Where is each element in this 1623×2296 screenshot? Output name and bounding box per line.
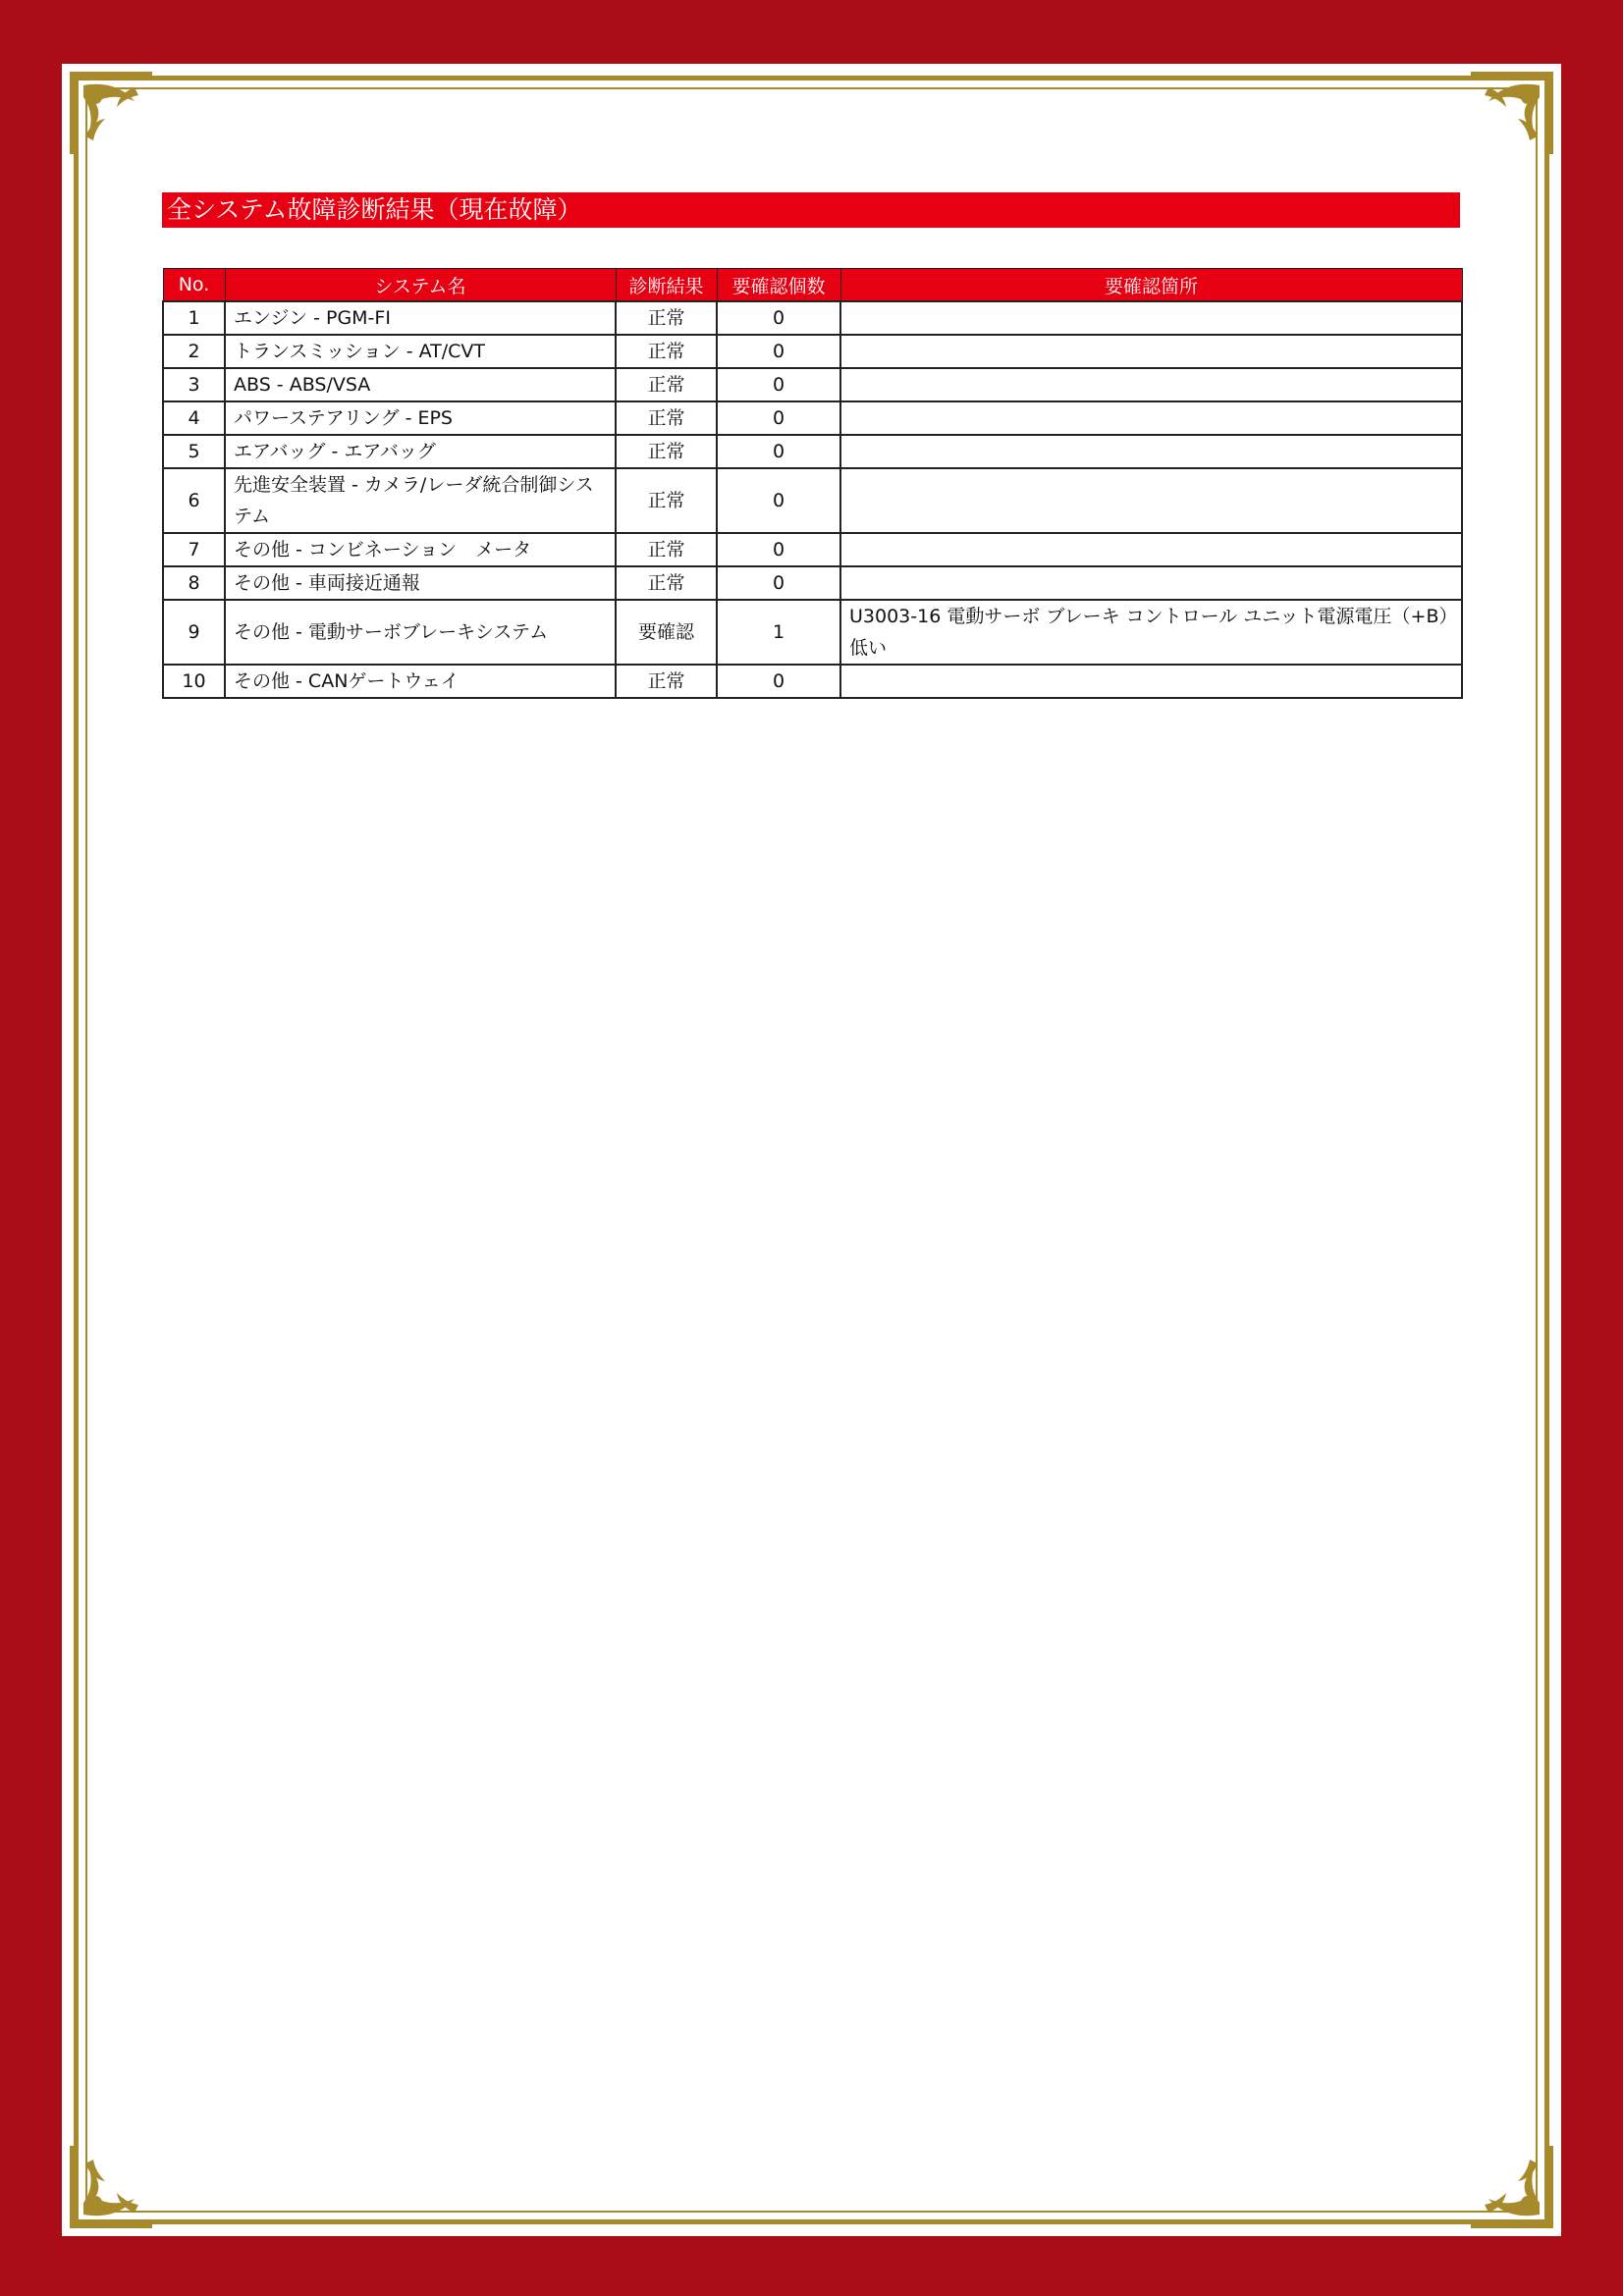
row-no: 3: [163, 368, 225, 401]
row-result: 要確認: [616, 600, 717, 665]
row-no: 9: [163, 600, 225, 665]
row-system: その他 - 電動サーボブレーキシステム: [225, 600, 616, 665]
row-location: [840, 368, 1462, 401]
corner-ornament-icon: [1467, 2142, 1557, 2232]
row-count: 0: [717, 401, 840, 435]
row-result: 正常: [616, 468, 717, 533]
row-result: 正常: [616, 435, 717, 468]
table-row: [163, 335, 1462, 368]
diagnosis-table: [162, 268, 1463, 699]
row-no: 10: [163, 665, 225, 698]
row-result: 正常: [616, 665, 717, 698]
row-result: 正常: [616, 301, 717, 335]
row-no: 8: [163, 566, 225, 600]
row-system: その他 - コンビネーション メータ: [225, 533, 616, 566]
row-count: 0: [717, 368, 840, 401]
row-location: [840, 533, 1462, 566]
header-system: システム名: [225, 269, 616, 302]
table-row: [163, 468, 1462, 533]
table-row: [163, 600, 1462, 665]
header-no: No.: [163, 269, 225, 302]
row-result: 正常: [616, 566, 717, 600]
row-location: [840, 665, 1462, 698]
row-system: その他 - CANゲートウェイ: [225, 665, 616, 698]
row-result: 正常: [616, 335, 717, 368]
row-system: トランスミッション - AT/CVT: [225, 335, 616, 368]
row-system: エンジン - PGM-FI: [225, 301, 616, 335]
row-location: [840, 301, 1462, 335]
row-system: その他 - 車両接近通報: [225, 566, 616, 600]
row-location: U3003-16 電動サーボ ブレーキ コントロール ユニット電源電圧（+B）低い: [840, 600, 1462, 665]
row-no: 5: [163, 435, 225, 468]
report-sheet: [62, 64, 1561, 2236]
row-system: ABS - ABS/VSA: [225, 368, 616, 401]
table-row: [163, 665, 1462, 698]
row-system: 先進安全装置 - カメラ/レーダ統合制御システム: [225, 468, 616, 533]
row-location: [840, 468, 1462, 533]
row-location: [840, 335, 1462, 368]
row-system: エアバッグ - エアバッグ: [225, 435, 616, 468]
report-title: 全システム故障診断結果（現在故障）: [162, 192, 1460, 228]
row-no: 4: [163, 401, 225, 435]
row-count: 1: [717, 600, 840, 665]
table-row: [163, 566, 1462, 600]
table-row: [163, 301, 1462, 335]
corner-ornament-icon: [66, 68, 156, 158]
table-row: [163, 368, 1462, 401]
header-location: 要確認箇所: [840, 269, 1462, 302]
row-location: [840, 566, 1462, 600]
row-result: 正常: [616, 401, 717, 435]
row-count: 0: [717, 335, 840, 368]
table-row: [163, 435, 1462, 468]
row-system: パワーステアリング - EPS: [225, 401, 616, 435]
row-count: 0: [717, 301, 840, 335]
row-count: 0: [717, 468, 840, 533]
row-result: 正常: [616, 533, 717, 566]
row-location: [840, 401, 1462, 435]
row-no: 1: [163, 301, 225, 335]
table-header-row: [163, 269, 1462, 302]
corner-ornament-icon: [66, 2142, 156, 2232]
row-location: [840, 435, 1462, 468]
corner-ornament-icon: [1467, 68, 1557, 158]
row-no: 2: [163, 335, 225, 368]
row-no: 7: [163, 533, 225, 566]
row-count: 0: [717, 435, 840, 468]
header-result: 診断結果: [616, 269, 717, 302]
row-count: 0: [717, 533, 840, 566]
header-count: 要確認個数: [717, 269, 840, 302]
row-count: 0: [717, 566, 840, 600]
row-no: 6: [163, 468, 225, 533]
table-row: [163, 533, 1462, 566]
row-count: 0: [717, 665, 840, 698]
row-result: 正常: [616, 368, 717, 401]
table-row: [163, 401, 1462, 435]
